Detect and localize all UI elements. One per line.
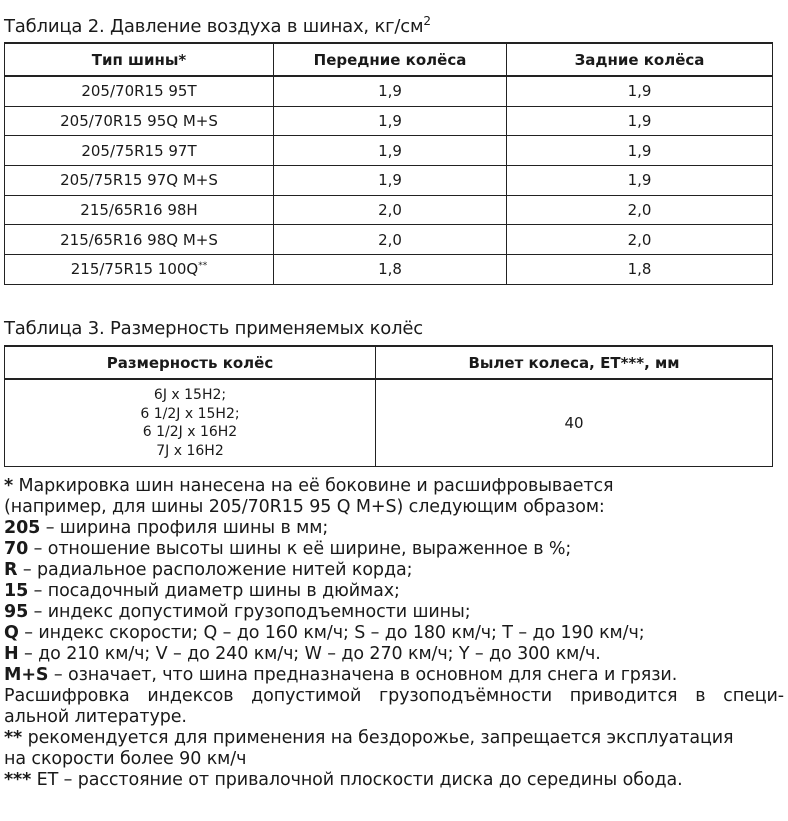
front-pressure-cell: 2,0: [274, 195, 507, 225]
footnotes: [4, 476, 784, 791]
table-row: [5, 166, 773, 196]
table2-caption: Таблица 2. Давление воздуха в шинах, $кг/см^2$: [4, 14, 431, 37]
front-pressure-cell: 2,0: [274, 225, 507, 255]
tire-type-cell: 205/70R15 95Q M+S: [5, 106, 274, 136]
tire-marking-item: 70 – отношение высоты шины к её ширине, выраженное в %;: [4, 539, 572, 559]
table-row: [5, 76, 773, 106]
tire-type-cell: 215/65R16 98Q M+S: [5, 225, 274, 255]
wheel-dimension: 7J x 16H2: [156, 442, 224, 459]
wheel-dimension: 6J x 15H2;: [153, 387, 227, 403]
tire-type-cell: 215/75R15 100Q**: [5, 255, 274, 285]
rear-pressure-cell: 1,9: [507, 166, 773, 196]
header-wheel-size: Размерность колёс: [5, 346, 376, 379]
rear-pressure-cell: 2,0: [507, 225, 773, 255]
tire-type-cell: 205/70R15 95T: [5, 76, 274, 106]
table-row: [5, 106, 773, 136]
tire-type-cell: 205/75R15 97T: [5, 136, 274, 166]
footnote-intro-cont: (например, для шины 205/70R15 95 Q M+S) следующим образом:: [4, 497, 605, 517]
footnote-triple-star: *** ET – расстояние от привалочной плоскости диска до середины обода.: [4, 770, 683, 790]
tire-marking-item: 15 – посадочный диаметр шины в дюймах;: [4, 581, 400, 601]
rear-pressure-cell: 1,9: [507, 76, 773, 106]
tire-marking-item: R – радиальное расположение нитей корда;: [4, 560, 413, 580]
header-front-wheels: Передние колёса: [274, 43, 507, 76]
front-pressure-cell: 1,8: [274, 255, 507, 285]
table3-caption: Таблица 3. Размерность применяемых колёс: [4, 318, 423, 339]
table-row: [5, 379, 773, 467]
load-index-note-cont: альной литературе.: [4, 707, 187, 727]
rear-pressure-cell: 2,0: [507, 195, 773, 225]
footnote-intro: * Маркировка шин нанесена на её боковине и расшифровывается: [4, 476, 614, 496]
table-row: [5, 255, 773, 285]
rear-pressure-cell: 1,8: [507, 255, 773, 285]
wheel-dimensions-cell: [5, 379, 376, 467]
wheel-offset-value: 40: [376, 379, 773, 467]
wheel-dimension: 6 1/2J x 16H2: [142, 424, 238, 440]
wheel-dimension: 6 1/2J x 15H2;: [140, 405, 240, 422]
front-pressure-cell: 1,9: [274, 166, 507, 196]
footnote-double-star-cont: на скорости более 90 км/ч: [4, 749, 247, 769]
header-rear-wheels: Задние колёса: [507, 43, 773, 76]
tire-marking-item: 205 – ширина профиля шины в мм;: [4, 518, 329, 538]
table-row: [5, 136, 773, 166]
tire-marking-item: 95 – индекс допустимой грузоподъемности шины;: [4, 602, 471, 622]
table-header-row: [5, 43, 773, 76]
tire-type-cell: 215/65R16 98H: [5, 195, 274, 225]
tire-marking-item: H – до 210 км/ч; V – до 240 км/ч; W – до 270 км/ч; Y – до 300 км/ч.: [4, 644, 601, 664]
tire-marking-item: M+S – означает, что шина предназначена в основном для снега и грязи.: [4, 665, 678, 685]
footnote-double-star: ** рекомендуется для применения на бездорожье, запрещается эксплуатация: [4, 728, 734, 748]
front-pressure-cell: 1,9: [274, 136, 507, 166]
tire-pressure-table: [4, 42, 773, 285]
wheel-size-table: [4, 345, 773, 467]
table-row: [5, 225, 773, 255]
rear-pressure-cell: 1,9: [507, 106, 773, 136]
table-header-row: [5, 346, 773, 379]
tire-marking-item: Q – индекс скорости; Q – до 160 км/ч; S – до 180 км/ч; T – до 190 км/ч;: [4, 623, 645, 643]
table-row: [5, 195, 773, 225]
header-wheel-offset: Вылет колеса, ET***, мм: [376, 346, 773, 379]
tire-type-cell: 205/75R15 97Q M+S: [5, 166, 274, 196]
header-tire-type: Тип шины*: [5, 43, 274, 76]
rear-pressure-cell: 1,9: [507, 136, 773, 166]
front-pressure-cell: 1,9: [274, 106, 507, 136]
load-index-note: Расшифровка индексов допустимой грузоподъёмности приводится в специ-: [4, 686, 784, 706]
front-pressure-cell: 1,9: [274, 76, 507, 106]
